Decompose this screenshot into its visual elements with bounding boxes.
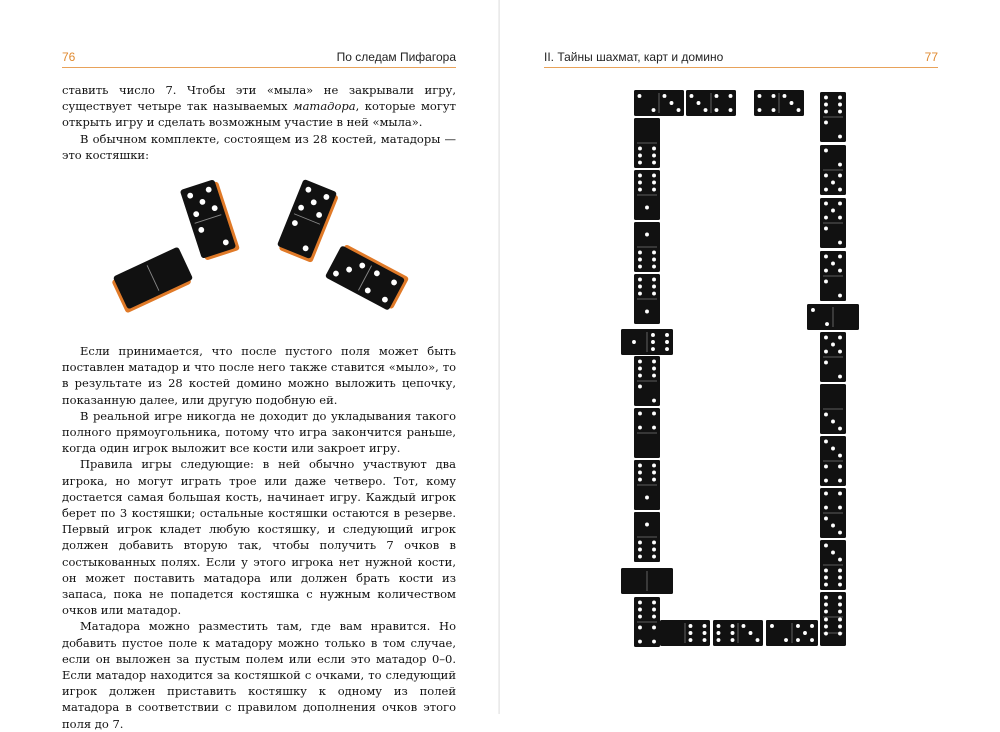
right-running-title: II. Тайны шахмат, карт и домино bbox=[544, 50, 724, 64]
right-header-rule bbox=[544, 67, 938, 68]
right-page bbox=[500, 0, 1000, 714]
matador-domino-3 bbox=[276, 179, 340, 263]
body-text bbox=[62, 343, 456, 732]
intro-p1-part-b: , которые могут открыть игру и сделать возможным участие в ней «мыла». bbox=[62, 99, 456, 130]
matador-domino-2 bbox=[180, 178, 240, 261]
body-paragraph-3: Правила игры следующие: в ней обычно участвуют два игрока, но могут играть трое или даже четверо. Тот, кому достается самая большая кость, начинает игру. Каждый игрок берет по 3 костяшки; остальные костяшки остаются в резерве. Первый игрок кладет любую костяшку, и следующий игрок должен добавить вторую так, чтобы получить 7 очков в состыкованных полях. Если у этого игрока нет нужной кости, он может поставить матадора или должен брать кости из запаса, пока не попадется костяшка с нужным количеством очков или матадор. bbox=[62, 457, 456, 618]
matador-domino-4 bbox=[325, 243, 410, 313]
intro-text bbox=[62, 82, 456, 163]
matadors-illustration bbox=[0, 162, 500, 352]
intro-paragraph-1 bbox=[62, 82, 456, 131]
matador-domino-1 bbox=[110, 246, 194, 313]
left-header-rule bbox=[62, 67, 456, 68]
body-paragraph-4: Матадора можно разместить там, где вам нравится. Но добавить пустое поле к матадору можно только в том случае, если он выложен за пустым полем или если это матадор 0–0. Если матадор находится за костяшкой с очками, то следующий игрок должен приставить костяшку к одному из полей матадора в соответствии с правилом дополнения очков этого поля до 7. bbox=[62, 619, 456, 731]
left-page bbox=[0, 0, 500, 731]
left-page-number: 76 bbox=[62, 50, 76, 64]
body-paragraph-2: В реальной игре никогда не доходит до укладывания такого полного прямоугольника, потому что игра закончится раньше, когда один игрок выложит все кости или закроет игру. bbox=[62, 408, 456, 456]
right-page-number: 77 bbox=[924, 50, 938, 64]
left-running-title: По следам Пифагора bbox=[336, 50, 456, 64]
intro-paragraph-2: В обычном комплекте, состоящем из 28 костей, матадоры — это костяшки: bbox=[62, 131, 456, 162]
intro-p1-part-a: ставить число 7. Чтобы эти «мыла» не закрывали игру, существует четыре так называемых bbox=[62, 83, 456, 114]
body-paragraph-1: Если принимается, что после пустого поля может быть поставлен матадор и что после него также ставится «мыло», то в результате из 28 костей домино можно выложить цепочку, показанную далее, или другую подобную ей. bbox=[62, 344, 456, 407]
matador-term: матадора bbox=[293, 99, 356, 114]
